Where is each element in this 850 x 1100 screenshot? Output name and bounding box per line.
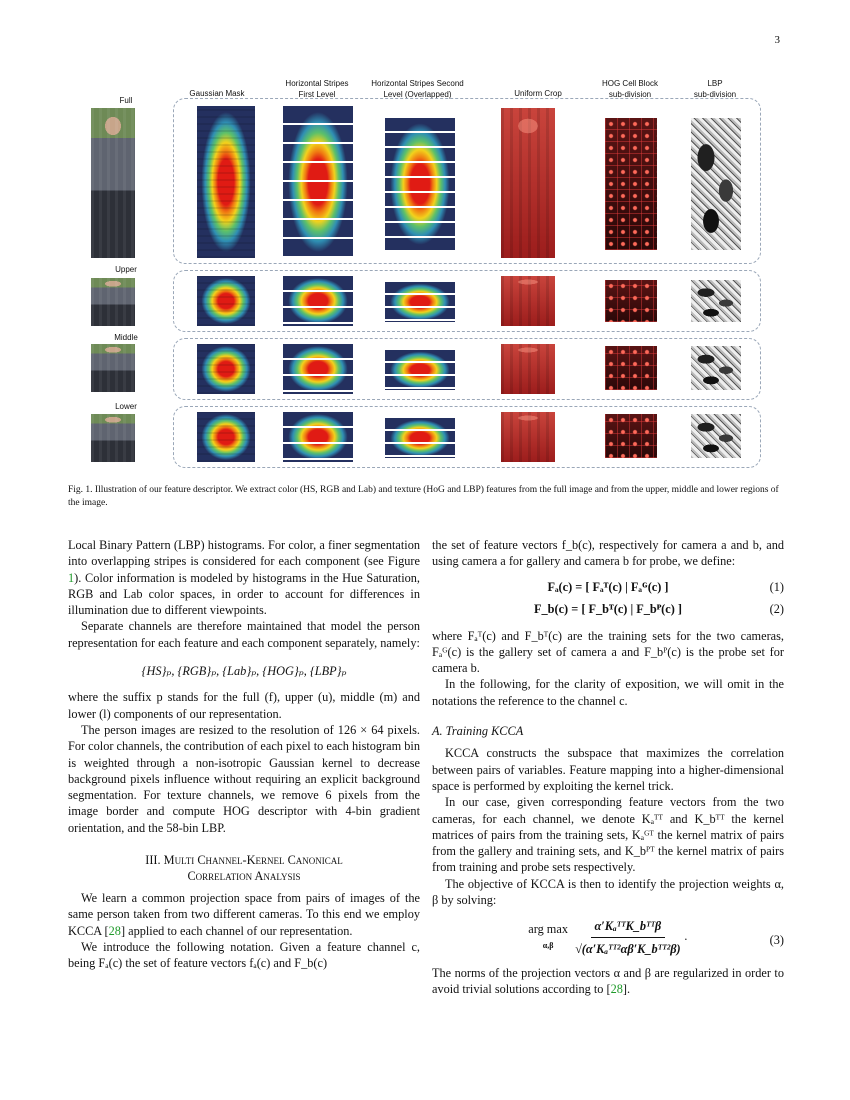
argmax-label: arg max: [528, 922, 568, 937]
lbp-lower: [691, 414, 741, 458]
text: ] applied to each channel of our representation.: [120, 923, 353, 938]
gaussian-mask-lower: [197, 412, 255, 462]
eq3-fraction: [575, 918, 681, 957]
row-label-middle: Middle: [114, 333, 138, 342]
figure-link[interactable]: 1: [68, 570, 75, 585]
row-label-lower: Lower: [115, 402, 137, 411]
figure-feature-descriptor: [85, 76, 765, 476]
eq1-rhs: [ Fₐᵀ(c) | Fₐᴳ(c) ]: [585, 580, 669, 595]
photo-middle: [91, 344, 135, 392]
header-lbp: LBP sub-division: [693, 79, 737, 99]
paragraph: In our case, given corresponding feature vectors from the two cameras, for each channel, we denote Kₐᵀᵀ and K_bᵀᵀ the kernel matrices of pairs from the training sets, Kₐᴳᵀ the kernel matrix of pairs from the gallery and training sets, and K_bᴾᵀ the kernel matrix of pairs from training and probe sets respectively.: [432, 795, 784, 875]
equation-3: arg max α,β $\frac{\text{α′KₐᵀᵀK\_bᵀᵀβ}}{\text{√(α′Kₐᵀᵀ²αβ′K\_bᵀᵀ²β)}}$ . (3): [528, 919, 784, 956]
text: ). Color information is modeled by histograms in the Hue Saturation, RGB and Lab color spaces, in order to account for differences in illumination due to different viewpoints.: [68, 570, 420, 618]
eq3-denominator: √(α′Kₐᵀᵀ²αβ′K_bᵀᵀ²β): [575, 941, 681, 956]
stripes-second-upper: [385, 282, 455, 322]
photo-lower: [91, 414, 135, 462]
gaussian-mask-full: [197, 106, 255, 258]
stripes-second-full: [385, 118, 455, 250]
right-column: [432, 537, 784, 998]
subsection-title: A. Training KCCA: [432, 724, 524, 739]
gaussian-mask-upper: [197, 276, 255, 326]
eq2-number: (2): [769, 602, 784, 617]
paragraph: In the following, for the clarity of exposition, we will omit in the notations the reference to the channel c.: [432, 677, 784, 708]
hog-middle: [605, 346, 657, 390]
figure-caption: Fig. 1. Illustration of our feature descriptor. We extract color (HS, RGB and Lab) and texture (HoG and LBP) features from the full image and from the upper, middle and lower regions of the image.: [68, 485, 779, 508]
photo-full: [91, 108, 135, 258]
row-label-full: Full: [119, 96, 133, 105]
header-uniform-crop: Uniform Crop: [514, 89, 562, 98]
stripes-second-lower: [385, 418, 455, 458]
text: Local Binary Pattern (LBP) histograms. For color, a finer segmentation into overlapping stripes is considered for each component (see Figure: [68, 538, 420, 569]
text: ].: [622, 982, 631, 997]
citation-link[interactable]: 28: [610, 982, 623, 997]
paragraph: The person images are resized to the resolution of 126 × 64 pixels. For color channels, the contribution of each pixel to each histogram bin is weighted through a non-isotropic Gaussian kernel to decrease background pixels influence without requiring an explicit background segmentation. For texture channels, we remove 6 pixels from the image border and compute HOG descriptor with 4-bin gradient orientation, and the 58-bin LBP.: [68, 722, 420, 835]
uniform-crop-upper: [501, 276, 555, 326]
paragraph: The objective of KCCA is then to identify the projection weights α, β by solving:: [432, 876, 784, 908]
paragraph: the set of feature vectors f_b(c), respectively for camera a and b, and using camera a for gallery and camera b for probe, we define:: [432, 538, 784, 569]
header-stripes-second: Horizontal Stripes Second Level (Overlapped): [371, 79, 464, 99]
page-number: 3: [774, 34, 780, 46]
stripes-first-lower: [283, 412, 353, 462]
lbp-middle: [691, 346, 741, 390]
uniform-crop-middle: [501, 344, 555, 394]
eq1-lhs: Fₐ(c) =: [547, 580, 583, 595]
citation-link[interactable]: 28: [108, 923, 121, 938]
lbp-upper: [691, 280, 741, 322]
equations-1-2: [432, 578, 784, 620]
eq3-number: (3): [769, 933, 784, 948]
group-full: [173, 98, 761, 264]
paragraph: KCCA constructs the subspace that maximizes the correlation between pairs of variables. Feature mapping into a higher-dimensional space is performed by exploiting the kernel trick.: [432, 746, 784, 793]
stripes-first-upper: [283, 276, 353, 326]
eq2-lhs: F_b(c) =: [534, 602, 579, 617]
photo-upper: [91, 278, 135, 326]
stripes-second-middle: [385, 350, 455, 390]
paragraph: where Fₐᵀ(c) and F_bᵀ(c) are the training sets for the two cameras, Fₐᴳ(c) is the gallery set of camera a and F_bᴾ(c) is the probe set for camera b.: [432, 628, 784, 676]
text: We learn a common projection space from pairs of images of the same person taken from two different cameras. To this end we employ KCCA [: [68, 891, 420, 938]
gaussian-mask-middle: [197, 344, 255, 394]
equation-2: [432, 600, 784, 620]
stripes-first-middle: [283, 344, 353, 394]
hog-lower: [605, 414, 657, 458]
eq1-number: (1): [769, 580, 784, 595]
argmax: [528, 921, 568, 954]
left-column: [68, 537, 420, 972]
uniform-crop-lower: [501, 412, 555, 462]
paragraph: [432, 965, 784, 998]
paragraph: Separate channels are therefore maintained that model the person representation for each feature and each component separately, namely:: [68, 619, 420, 650]
paragraph: [68, 537, 420, 618]
section-title: [68, 852, 420, 884]
eq3-numerator: α′KₐᵀᵀK_bᵀᵀβ: [591, 918, 666, 937]
argmax-subscript: α,β: [542, 940, 554, 950]
group-middle: [173, 338, 761, 400]
section-title-line: Correlation Analysis: [187, 869, 301, 884]
header-stripes-first: Horizontal Stripes First Level: [285, 79, 349, 99]
text: The norms of the projection vectors α and β are regularized in order to avoid trivial solutions according to [: [432, 965, 784, 997]
row-label-upper: Upper: [115, 265, 137, 274]
header-gaussian-mask: Gaussian Mask: [189, 89, 245, 98]
hog-full: [605, 118, 657, 250]
equation-channel-sets: {HS}ₚ, {RGB}ₚ, {Lab}ₚ, {HOG}ₚ, {LBP}ₚ: [141, 664, 347, 679]
paragraph: where the suffix p stands for the full (f), upper (u), middle (m) and lower (l) components of our representation.: [68, 690, 420, 721]
lbp-full: [691, 118, 741, 250]
stripes-first-full: [283, 106, 353, 258]
section-title-line: III. Multi Channel-Kernel Canonical: [145, 853, 343, 868]
group-upper: [173, 270, 761, 332]
header-hog: HOG Cell Block sub-division: [601, 79, 658, 99]
eq2-rhs: [ F_bᵀ(c) | F_bᴾ(c) ]: [581, 602, 682, 617]
hog-upper: [605, 280, 657, 322]
equation-1: [432, 578, 784, 598]
paragraph: [68, 890, 420, 939]
group-lower: [173, 406, 761, 468]
paragraph: We introduce the following notation. Given a feature channel c, being Fₐ(c) the set of feature vectors fₐ(c) and F_b(c): [68, 939, 420, 971]
uniform-crop-full: [501, 108, 555, 258]
